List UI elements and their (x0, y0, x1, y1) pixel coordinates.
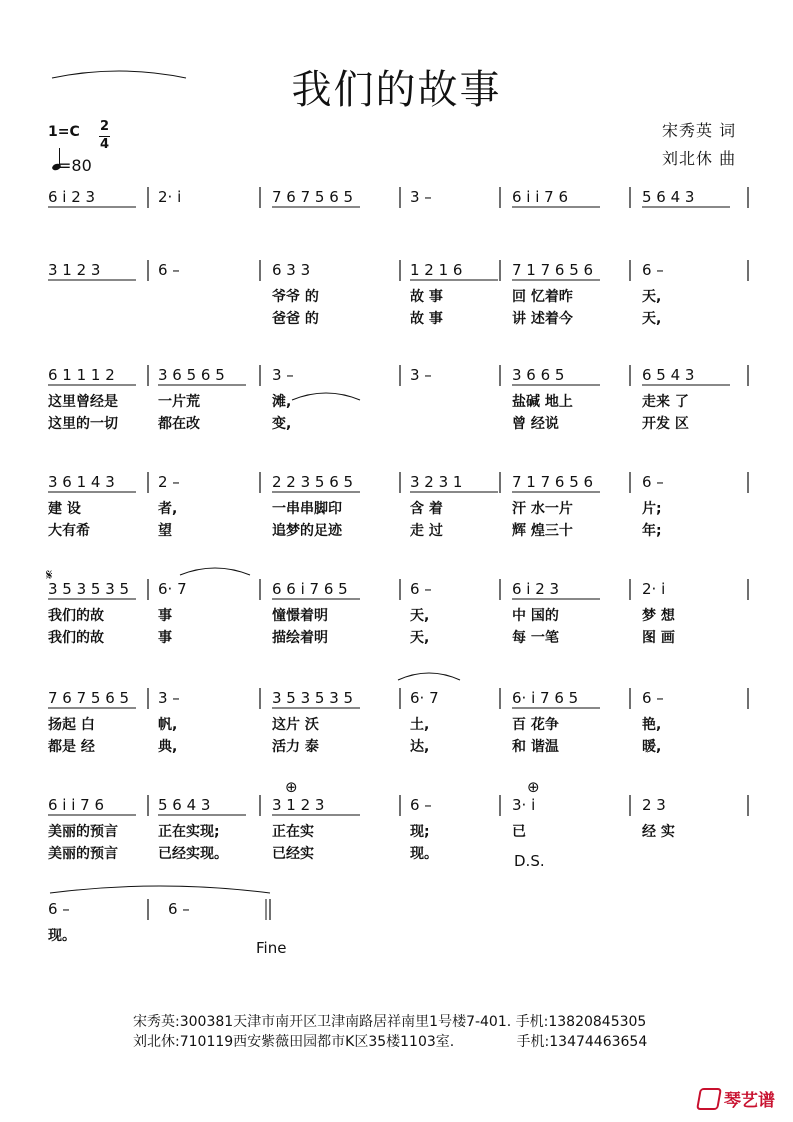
segno-mark: 𝄋 (46, 566, 53, 584)
measure-notes: 6 – (158, 261, 180, 279)
measure-notes: 6· 7 (158, 580, 187, 598)
composer-credit: 刘北休 曲 (662, 149, 737, 168)
measure-notes: 3 2 3 1 (410, 473, 463, 491)
lyric-text: 片; (642, 501, 662, 517)
lyric-text: 曾 经说 (512, 416, 559, 432)
time-sig-top: 2 (100, 119, 110, 134)
lyric-text: 者, (158, 501, 178, 517)
measure-notes: 2· i (642, 580, 666, 598)
measure-notes: 6 – (168, 900, 190, 918)
contact-lyricist: 宋秀英:300381天津市南开区卫津南路居祥南里1号楼7-401. 手机:13820845305 (133, 1014, 647, 1030)
measure-notes: 1 2 1 6 (410, 261, 463, 279)
measure-notes: 6 i 2 3 (512, 580, 560, 598)
measure-notes: 2 3 (642, 796, 666, 814)
lyric-text: 百 花争 (512, 717, 559, 733)
lyric-text: 这里的一切 (48, 416, 118, 432)
lyric-text: 暖, (642, 739, 662, 755)
slur-arc (398, 673, 460, 680)
measure-notes: 6 i 2 3 (48, 188, 96, 206)
measure-notes: 5 6 4 3 (158, 796, 211, 814)
measure-notes: 6 i i 7 6 (512, 188, 569, 206)
tempo-marking: =80 (58, 156, 92, 175)
measure-notes: 3 – (410, 366, 432, 384)
lyric-text: 年; (642, 523, 662, 539)
lyricist-credit: 宋秀英 词 (662, 121, 737, 140)
contact-info (133, 1012, 647, 1052)
measure-notes: 3 – (158, 689, 180, 707)
lyric-text: 憧憬着明 (272, 608, 328, 624)
lyric-text: 已经实 (272, 846, 314, 862)
lyric-text: 建 设 (48, 501, 81, 517)
slur-arc (50, 886, 270, 893)
lyric-text: 艳, (642, 717, 662, 733)
lyric-text: 汗 水一片 (512, 501, 573, 517)
lyric-text: 典, (158, 739, 178, 755)
measure-notes: 6 – (642, 689, 664, 707)
measure-notes: 2· i (158, 188, 182, 206)
measure-notes: 7 1 7 6 5 6 (512, 473, 594, 491)
measure-notes: 6 – (48, 900, 70, 918)
lyric-text: 天, (410, 630, 430, 646)
lyric-text: 讲 述着今 (512, 311, 573, 327)
lyric-text: 含 着 (410, 501, 443, 517)
lyric-text: 故 事 (410, 289, 443, 305)
lyric-text: 梦 想 (642, 608, 675, 624)
lyric-text: 这片 沃 (272, 717, 319, 733)
lyric-text: 描绘着明 (272, 630, 328, 646)
lyric-text: 正在实现; (158, 824, 220, 840)
lyric-text: 都在改 (158, 416, 200, 432)
measure-notes: 2 – (158, 473, 180, 491)
measure-notes: 6· 7 (410, 689, 439, 707)
measure-notes: 6 – (642, 473, 664, 491)
lyric-text: 现。 (48, 928, 76, 944)
lyric-text: 事 (158, 608, 172, 624)
measure-notes: 6 – (410, 796, 432, 814)
measure-notes: 7 1 7 6 5 6 (512, 261, 594, 279)
measure-notes: 3 1 2 3 (272, 796, 325, 814)
measure-notes: 6 1 1 1 2 (48, 366, 115, 384)
lyric-text: 走来 了 (642, 394, 689, 410)
measure-notes: 6· i 7 6 5 (512, 689, 579, 707)
lyric-text: 经 实 (642, 824, 675, 840)
lyric-text: 中 国的 (512, 608, 559, 624)
measure-notes: 2 2 3 5 6 5 (272, 473, 354, 491)
lyric-text: 追梦的足迹 (272, 523, 342, 539)
measure-notes: 3 6 1 4 3 (48, 473, 115, 491)
lyric-text: 现。 (410, 846, 438, 862)
lyric-text: 现; (410, 824, 430, 840)
lyric-text: 回 忆着昨 (512, 289, 573, 305)
time-sig-bottom: 4 (100, 137, 110, 152)
measure-notes: 6 – (410, 580, 432, 598)
logo-icon (696, 1088, 722, 1110)
lyric-text: 一串串脚印 (272, 501, 342, 517)
coda-mark: ⊕ (285, 778, 298, 796)
lyric-text: 这里曾经是 (48, 394, 118, 410)
lyric-text: 事 (158, 630, 172, 646)
lyric-text: 美丽的预言 (48, 846, 118, 862)
measure-notes: 3 – (272, 366, 294, 384)
measure-notes: 3 5 3 5 3 5 (272, 689, 354, 707)
measure-notes: 6 3 3 (272, 261, 311, 279)
slur-arc (52, 71, 186, 78)
measure-notes: 3 6 6 5 (512, 366, 565, 384)
lyric-text: 一片荒 (158, 394, 200, 410)
lyric-text: 天, (642, 311, 662, 327)
measure-notes: 6 5 4 3 (642, 366, 695, 384)
lyric-text: 望 (158, 523, 172, 539)
key-signature: 1=C (48, 124, 80, 140)
lyric-text: 变, (272, 416, 292, 432)
measure-notes: 3· i (512, 796, 536, 814)
contact-composer: 刘北休:710119西安紫薇田园都市K区35楼1103室. 手机:13474463654 (133, 1034, 648, 1050)
measure-notes: 6 6 i 7 6 5 (272, 580, 348, 598)
measure-notes: 3 1 2 3 (48, 261, 101, 279)
measure-notes: 3 6 5 6 5 (158, 366, 225, 384)
fine-mark: Fine (256, 939, 287, 957)
lyric-text: 天, (410, 608, 430, 624)
lyric-text: 辉 煌三十 (512, 523, 573, 539)
lyric-text: 帆, (158, 717, 178, 733)
lyric-text: 走 过 (410, 523, 443, 539)
measure-notes: 6 i i 7 6 (48, 796, 105, 814)
measure-notes: 5 6 4 3 (642, 188, 695, 206)
lyric-text: 活力 泰 (272, 739, 319, 755)
lyric-text: 开发 区 (642, 416, 689, 432)
lyric-text: 滩, (272, 394, 292, 410)
measure-notes: 3 5 3 5 3 5 (48, 580, 130, 598)
lyric-text: 盐碱 地上 (512, 394, 573, 410)
lyric-text: 图 画 (642, 630, 675, 646)
lyric-text: 大有希 (48, 523, 90, 539)
lyric-text: 我们的故 (48, 630, 104, 646)
lyric-text: 达, (410, 739, 430, 755)
lyric-text: 每 一笔 (512, 630, 559, 646)
measure-notes: 7 6 7 5 6 5 (272, 188, 354, 206)
lyric-text: 已 (512, 824, 526, 840)
lyric-text: 故 事 (410, 311, 443, 327)
logo-text: 琴艺谱 (724, 1091, 775, 1111)
lyric-text: 爷爷 的 (272, 289, 319, 305)
lyric-text: 美丽的预言 (48, 824, 118, 840)
lyric-text: 都是 经 (48, 739, 95, 755)
measure-notes: 3 – (410, 188, 432, 206)
lyric-text: 天, (642, 289, 662, 305)
lyric-text: 爸爸 的 (272, 311, 319, 327)
lyric-text: 已经实现。 (158, 846, 228, 862)
brand-logo (698, 1086, 775, 1111)
measure-notes: 6 – (642, 261, 664, 279)
page-title: 我们的故事 (291, 67, 502, 113)
measure-notes: 7 6 7 5 6 5 (48, 689, 130, 707)
coda-mark: ⊕ (527, 778, 540, 796)
ds-mark: D.S. (514, 852, 545, 870)
lyric-text: 土, (410, 717, 430, 733)
lyric-text: 我们的故 (48, 608, 104, 624)
lyric-text: 正在实 (272, 824, 314, 840)
slur-arc (292, 393, 360, 400)
lyric-text: 和 谐温 (512, 739, 559, 755)
slur-arc (180, 568, 250, 575)
lyric-text: 扬起 白 (48, 717, 95, 733)
